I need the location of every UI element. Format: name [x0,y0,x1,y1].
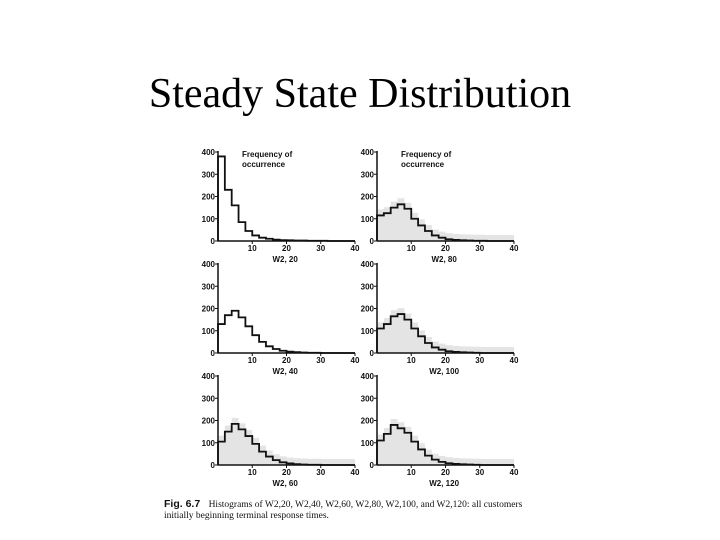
histogram-bin [245,326,252,353]
y-tick-label: 200 [360,192,374,202]
x-tick-label: 40 [509,356,519,365]
x-tick-label: 40 [509,468,519,477]
y-tick-label: 400 [201,372,215,381]
y-tick-label: 200 [360,304,374,314]
y-tick-label: 400 [201,260,215,269]
x-tick-label: 30 [475,356,485,365]
histogram-bin [218,324,225,353]
x-tick-label: 30 [316,244,326,253]
histogram-bin [239,317,246,353]
slide-title: Steady State Distribution [148,71,572,117]
histogram-panel-3 [202,260,360,376]
x-tick-label: 10 [406,356,416,365]
x-tick-label: 30 [316,468,326,477]
caption-line-2: initially beginning terminal response times. [164,511,329,521]
histogram-panel-1 [202,148,360,264]
x-tick-label: 10 [406,244,416,253]
histogram-bin [232,311,239,353]
x-tick-label: 20 [441,244,450,253]
y-axis-label-line-2: occurrence [242,160,286,169]
y-axis-label: Frequency of [242,150,293,159]
caption-line-1: Histograms of W2,20, W2,40, W2,60, W2,80, W2,100, and W2,120: all customers [208,500,523,510]
y-tick-label: 200 [201,304,215,314]
y-tick-label: 400 [360,148,374,157]
y-tick-label: 0 [369,461,374,470]
y-tick-label: 0 [210,349,215,358]
x-tick-label: 10 [406,468,416,477]
y-tick-label: 300 [201,394,215,404]
y-tick-label: 100 [360,214,374,224]
histogram-bin [259,342,266,353]
x-tick-label: 40 [350,244,360,253]
y-tick-label: 100 [360,326,374,336]
histogram-bin [266,346,273,353]
x-axis-label: W2, 40 [272,367,298,376]
y-tick-label: 300 [360,170,374,180]
x-axis-label: W2, 60 [272,479,298,488]
histogram-bin [218,156,225,241]
y-tick-label: 300 [360,394,374,404]
x-tick-label: 20 [441,356,450,365]
histogram-bin [239,222,246,241]
y-axis-label: Frequency of [401,150,452,159]
y-tick-label: 200 [201,416,215,426]
y-axis-label-line-2: occurrence [401,160,445,169]
y-tick-label: 100 [201,438,215,448]
figure-label: Fig. 6.7 [164,498,201,510]
histogram-outline [218,311,355,353]
x-axis-label: W2, 20 [272,255,298,264]
y-tick-label: 0 [369,349,374,358]
x-tick-label: 10 [247,244,257,253]
y-tick-label: 0 [210,237,215,246]
histogram-panel-5 [202,372,360,488]
x-tick-label: 20 [282,356,291,365]
figure-caption [164,499,584,522]
histogram-panel-6 [361,372,519,488]
y-tick-label: 400 [201,148,215,157]
y-tick-label: 0 [369,237,374,246]
y-tick-label: 0 [210,461,215,470]
y-tick-label: 300 [201,282,215,292]
x-tick-label: 20 [282,244,291,253]
y-tick-label: 400 [360,260,374,269]
histogram-bin [252,335,259,353]
y-tick-label: 300 [360,282,374,292]
histogram-panel-2 [361,148,519,264]
y-tick-label: 100 [360,438,374,448]
y-tick-label: 200 [360,416,374,426]
x-tick-label: 10 [247,356,257,365]
x-axis-label: W2, 120 [429,479,460,488]
x-tick-label: 30 [475,244,485,253]
x-tick-label: 20 [441,468,450,477]
x-axis-label: W2, 100 [429,367,460,376]
histogram-bin [225,190,232,241]
x-axis-label: W2, 80 [431,255,457,264]
y-tick-label: 400 [360,372,374,381]
histogram-bin [232,205,239,241]
y-tick-label: 100 [201,326,215,336]
y-tick-label: 100 [201,214,215,224]
histogram-panel-4 [361,260,519,376]
y-tick-label: 300 [201,170,215,180]
x-tick-label: 40 [350,468,360,477]
x-tick-label: 20 [282,468,291,477]
x-tick-label: 40 [509,244,519,253]
x-tick-label: 40 [350,356,360,365]
histogram-outline [218,156,355,241]
y-tick-label: 200 [201,192,215,202]
histogram-bin [225,315,232,353]
histogram-bin [245,231,252,241]
x-tick-label: 30 [316,356,326,365]
x-tick-label: 30 [475,468,485,477]
x-tick-label: 10 [247,468,257,477]
